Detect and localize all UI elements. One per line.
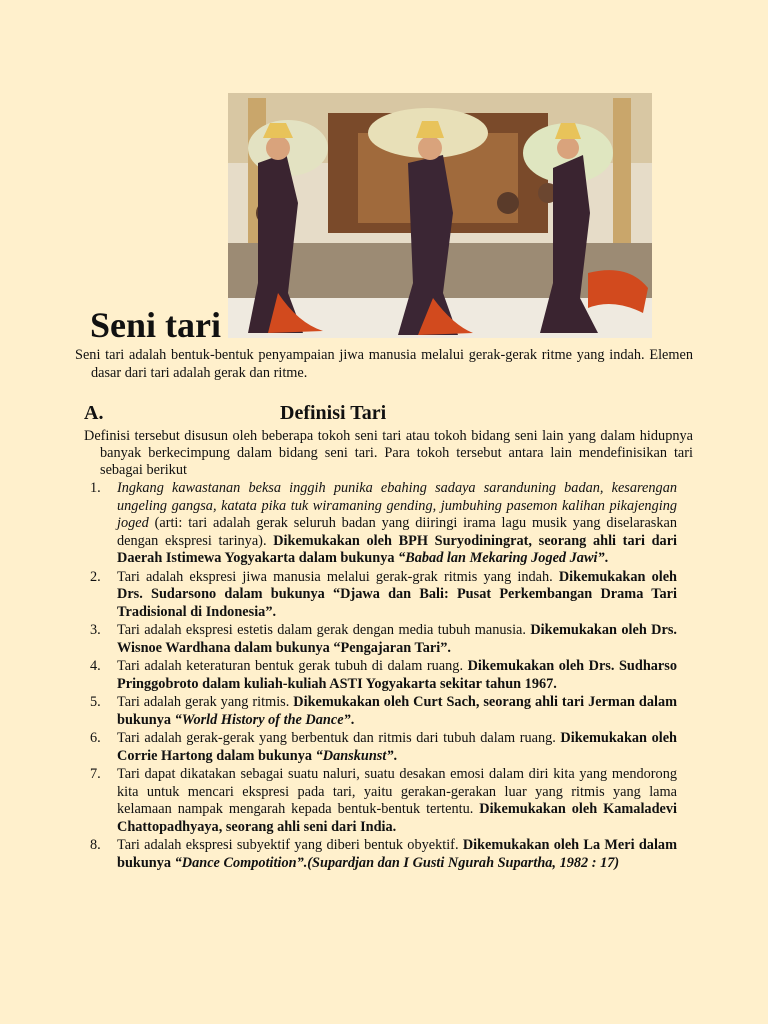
item-text: Tari dapat dikatakan sebagai suatu naluri, suatu desakan emosi dalam diri kita yang mendorong kita untuk mencari ekspresi pada tari, yaitu gerakan-gerakan luar yang ritmis yang lama kelamaan nampak mengarah kepada bentuk-bentuk tertentu. [117, 766, 677, 817]
list-item-number: 5. [90, 694, 101, 710]
list-item-number: 1. [90, 480, 101, 496]
item-text: Tari adalah ekspresi jiwa manusia melalui gerak-grak ritmis yang indah. [117, 568, 559, 585]
item-text: Tari adalah keteraturan bentuk gerak tubuh di dalam ruang. [117, 658, 468, 674]
dancers-photo-illustration [228, 93, 652, 338]
item-book-title: “Danskunst” [315, 747, 394, 764]
item-attribution-end: . [350, 711, 355, 728]
dancers-photo [228, 93, 652, 338]
list-item [90, 730, 677, 765]
list-item-number: 6. [90, 730, 101, 746]
item-attribution: Dikemukakan oleh Kamaladevi Chattopadhyaya, seorang ahli seni dari India. [117, 801, 677, 835]
list-item [90, 480, 677, 568]
item-italic-text: Ingkang kawastanan beksa inggih punika ebahing sadaya saranduning badan, kesarengan ungeling gangsa, katata pika tuk wiramaning gending, jumbuhing pasemon kalihan pikajenging joged [117, 480, 677, 531]
list-item-number: 2. [90, 568, 101, 585]
item-attribution: Dikemukakan oleh Curt Sach, seorang ahli tari Jerman dalam bukunya [117, 694, 678, 728]
item-text: Tari adalah ekspresi subyektif yang diberi bentuk obyektif. [117, 837, 463, 853]
list-item-number: 7. [90, 766, 101, 782]
list-item [90, 622, 677, 657]
section-intro-paragraph: Definisi tersebut disusun oleh beberapa tokoh seni tari atau tokoh bidang seni lain yang dalam hidupnya banyak berkecimpung dalam bidang seni tari. Para tokoh tersebut antara lain mendefinisikan tari sebagai berikut [84, 428, 693, 478]
item-book-title: “Babad lan Mekaring Joged Jawi” [398, 550, 605, 566]
item-attribution: Dikemukakan oleh Drs. Wisnoe Wardhana dalam bukunya “Pengajaran Tari”. [117, 622, 677, 656]
list-item-number: 8. [90, 837, 101, 853]
item-text: Tari adalah ekspresi estetis dalam gerak dengan media tubuh manusia. [117, 622, 531, 638]
intro-paragraph: Seni tari adalah bentuk-bentuk penyampaian jiwa manusia melalui gerak-gerak ritme yang indah. Elemen dasar dari tari adalah gerak dan ritme. [75, 347, 693, 381]
item-attribution: Dikemukakan oleh La Meri dalam bukunya [117, 837, 677, 871]
item-text: Tari adalah gerak yang ritmis. [117, 694, 294, 710]
page-title: Seni tari [90, 305, 221, 345]
item-text: Tari adalah gerak-gerak yang berbentuk dan ritmis dari tubuh dalam ruang. [117, 730, 561, 746]
definitions-list [90, 480, 677, 873]
list-item-number: 4. [90, 658, 101, 674]
section-letter: A. [84, 402, 104, 424]
list-item [90, 569, 677, 622]
item-book-title: “Dance Compotition”.(Supardjan dan I Gusti Ngurah Supartha, 1982 : 17) [174, 854, 620, 871]
list-item [90, 837, 677, 872]
list-item [90, 694, 677, 729]
item-attribution-end: . [604, 550, 609, 566]
list-item [90, 766, 677, 836]
item-book-title: “World History of the Dance” [174, 711, 351, 728]
list-item-number: 3. [90, 622, 101, 638]
list-item [90, 658, 677, 693]
item-text: (arti: tari adalah gerak seluruh badan yang diiringi irama lagu musik yang diselaraskan dengan ekspresi tarinya). [117, 515, 677, 549]
item-attribution-end: . [393, 747, 398, 764]
item-attribution: Dikemukakan oleh Drs. Sudarsono dalam bukunya “Djawa dan Bali: Pusat Perkembangan Drama Tari Tradisional di Indonesia”. [117, 568, 677, 620]
item-attribution: Dikemukakan oleh BPH Suryodiningrat, seorang ahli tari dari Daerah Istimewa Yogyakarta dalam bukunya [117, 532, 678, 566]
item-attribution: Dikemukakan oleh Drs. Sudharso Pringgobroto dalam kuliah-kuliah ASTI Yogyakarta sekitar tahun 1967. [117, 658, 677, 692]
item-attribution: Dikemukakan oleh Corrie Hartong dalam bukunya [117, 730, 677, 764]
section-title: Definisi Tari [280, 402, 387, 424]
